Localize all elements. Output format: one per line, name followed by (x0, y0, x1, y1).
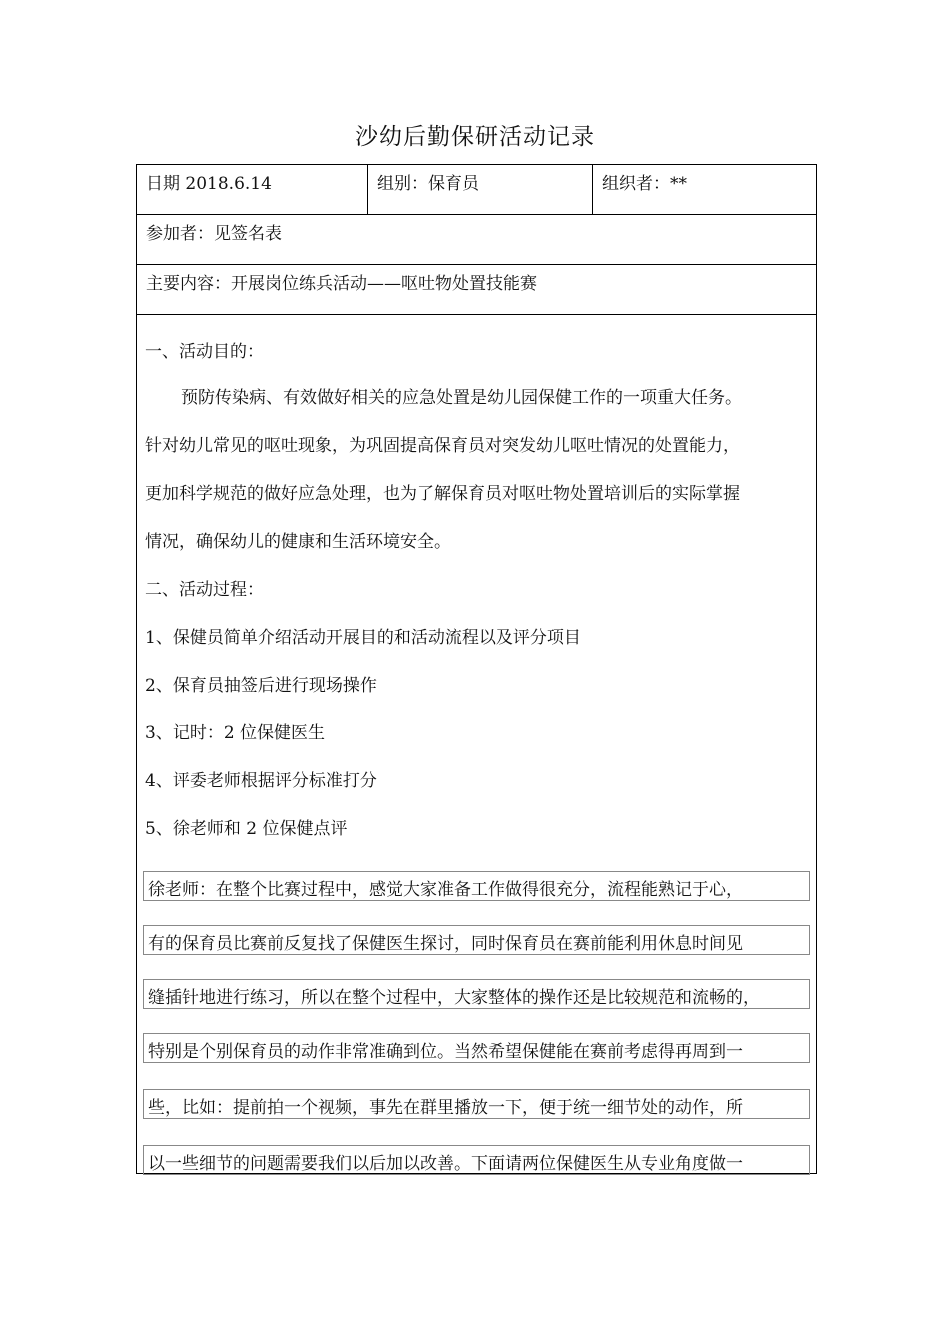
purpose-line: 针对幼儿常见的呕吐现象，为巩固提高保育员对突发幼儿呕吐情况的处置能力， (145, 436, 740, 456)
process-item: 3、记时：2 位保健医生 (145, 723, 326, 743)
purpose-line: 更加科学规范的做好应急处理，也为了解保育员对呕吐物处置培训后的实际掌握 (145, 484, 740, 504)
comment-line: 些，比如：提前拍一个视频，事先在群里播放一下，便于统一细节处的动作，所 (143, 1089, 810, 1119)
comment-line: 徐老师：在整个比赛过程中，感觉大家准备工作做得很充分，流程能熟记于心， (143, 871, 810, 901)
process-item: 5、徐老师和 2 位保健点评 (145, 819, 348, 839)
info-row (137, 165, 816, 215)
record-body (137, 315, 816, 1173)
comment-line: 缝插针地进行练习，所以在整个过程中，大家整体的操作还是比较规范和流畅的， (143, 979, 810, 1009)
comment-line: 以一些细节的问题需要我们以后加以改善。下面请两位保健医生从专业角度做一 (143, 1145, 810, 1175)
main-content-cell: 主要内容：开展岗位练兵活动——呕吐物处置技能赛 (146, 274, 537, 294)
group-cell: 组别：保育员 (368, 165, 593, 214)
participants-row (137, 215, 816, 265)
document-title: 沙幼后勤保研活动记录 (355, 124, 595, 150)
record-table (136, 164, 817, 1174)
process-item: 4、评委老师根据评分标准打分 (145, 771, 377, 791)
purpose-line: 情况，确保幼儿的健康和生活环境安全。 (145, 532, 451, 552)
organizer-cell: 组织者：** (602, 174, 687, 194)
process-item: 1、保健员简单介绍活动开展目的和活动流程以及评分项目 (145, 628, 581, 648)
purpose-line: 预防传染病、有效做好相关的应急处置是幼儿园保健工作的一项重大任务。 (181, 388, 742, 408)
comment-line: 特别是个别保育员的动作非常准确到位。当然希望保健能在赛前考虑得再周到一 (143, 1033, 810, 1063)
comment-line: 有的保育员比赛前反复找了保健医生探讨，同时保育员在赛前能利用休息时间见 (143, 925, 810, 955)
section1-heading: 一、活动目的： (145, 342, 264, 362)
main-content-row (137, 265, 816, 315)
section2-heading: 二、活动过程： (145, 580, 264, 600)
date-cell: 日期 2018.6.14 (137, 165, 368, 214)
participants-cell: 参加者：见签名表 (146, 224, 282, 244)
process-item: 2、保育员抽签后进行现场操作 (145, 676, 377, 696)
